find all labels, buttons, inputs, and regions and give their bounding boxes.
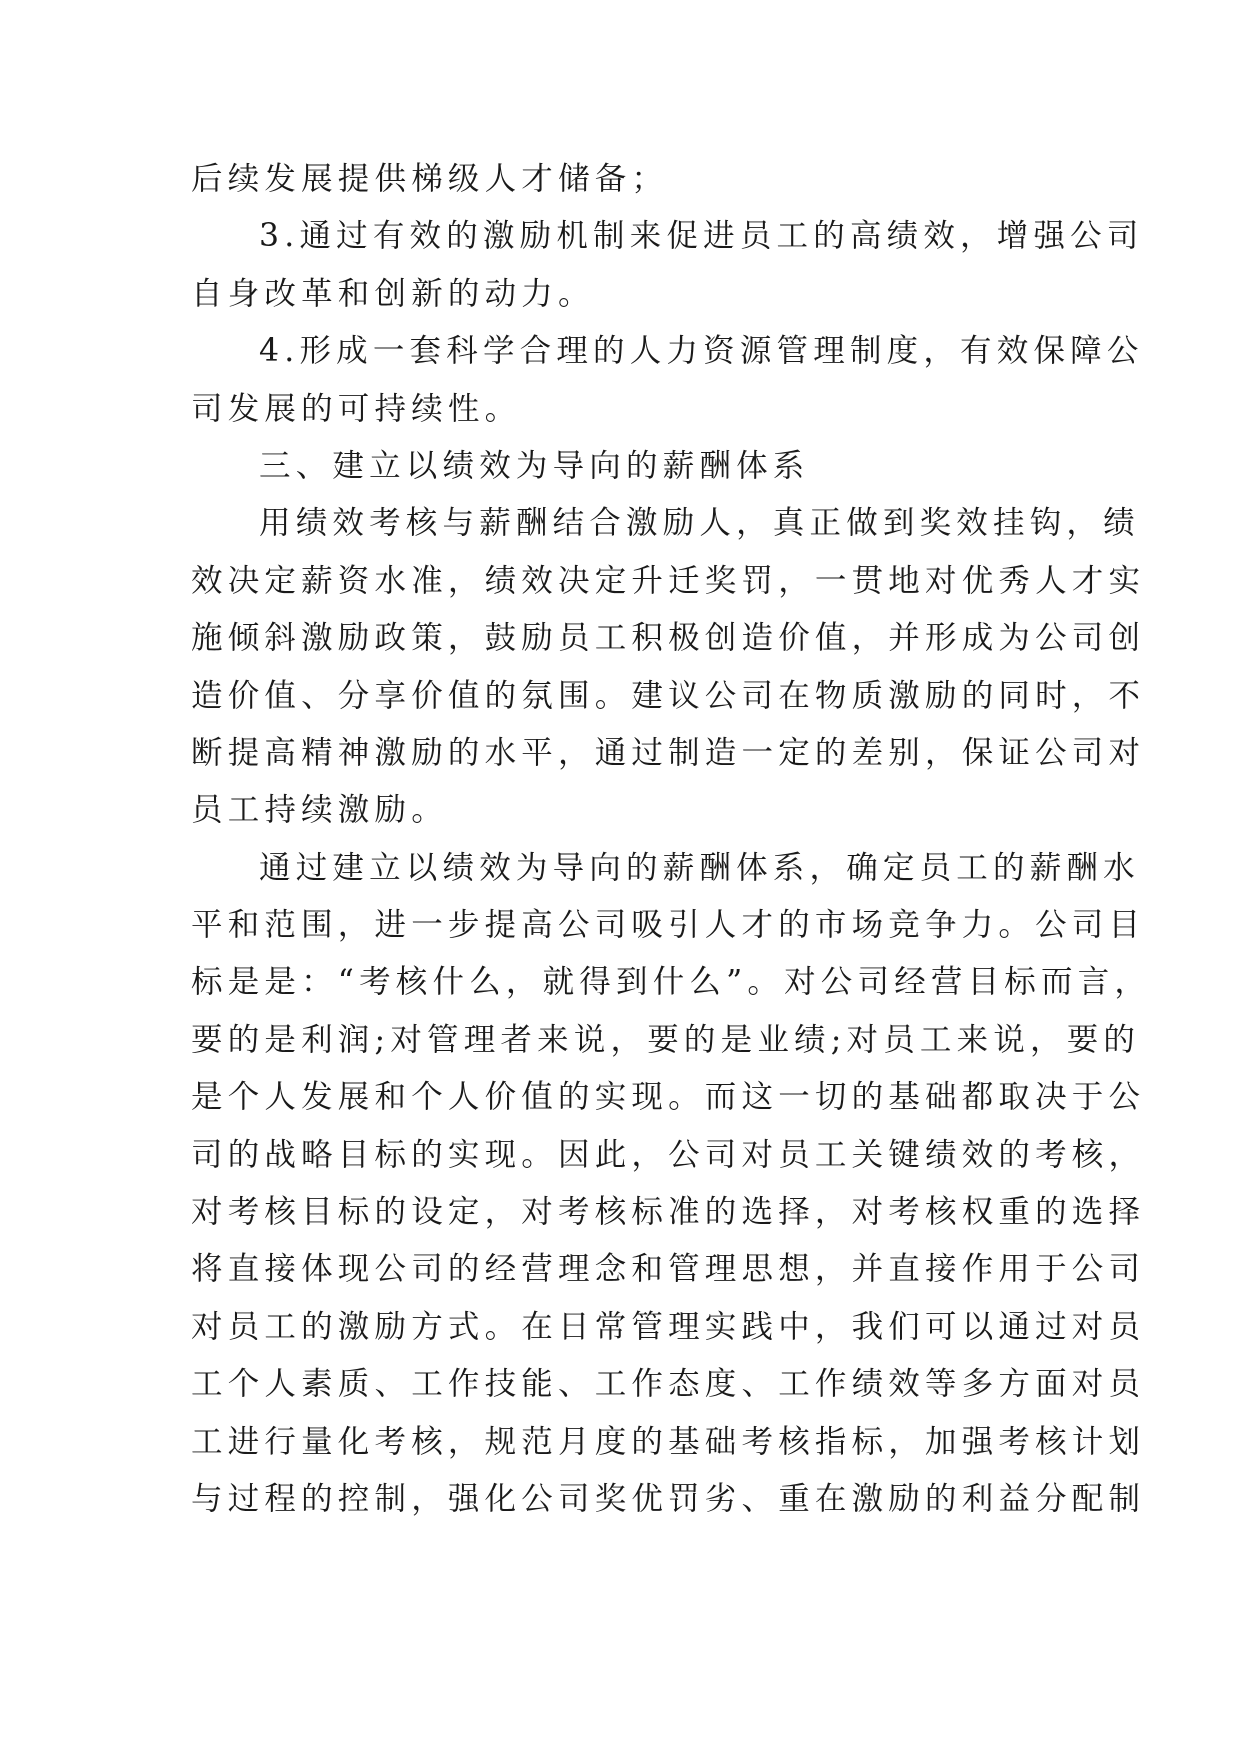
text-line: 是个人发展和个人价值的实现。而这一切的基础都取决于公 <box>191 1079 1146 1116</box>
text-line: 对员工的激励方式。在日常管理实践中，我们可以通过对员 <box>191 1308 1146 1345</box>
text-line: 标是是：“考核什么，就得到什么”。对公司经营目标而言， <box>191 964 1152 1001</box>
text-line: 工进行量化考核，规范月度的基础考核指标，加强考核计划 <box>191 1423 1146 1460</box>
text-line: 造价值、分享价值的氛围。建议公司在物质激励的同时，不 <box>191 677 1146 714</box>
text-line: 4.形成一套科学合理的人力资源管理制度，有效保障公 <box>259 333 1144 370</box>
text-line: 对考核目标的设定，对考核标准的选择，对考核权重的选择 <box>191 1194 1146 1231</box>
text-line: 要的是利润;对管理者来说，要的是业绩;对员工来说，要的 <box>191 1021 1141 1058</box>
text-line: 施倾斜激励政策，鼓励员工积极创造价值，并形成为公司创 <box>191 620 1146 657</box>
text-line: 将直接体现公司的经营理念和管理思想，并直接作用于公司 <box>191 1251 1146 1288</box>
document-body <box>191 151 1152 1528</box>
text-line: 与过程的控制，强化公司奖优罚劣、重在激励的利益分配制 <box>191 1480 1146 1517</box>
text-line: 效决定薪资水准，绩效决定升迁奖罚，一贯地对优秀人才实 <box>191 562 1146 599</box>
text-line: 工个人素质、工作技能、工作态度、工作绩效等多方面对员 <box>191 1366 1146 1403</box>
text-line: 用绩效考核与薪酬结合激励人，真正做到奖效挂钩，绩 <box>259 505 1140 542</box>
text-line: 后续发展提供梯级人才储备； <box>191 161 669 197</box>
text-line: 自身改革和创新的动力。 <box>191 275 595 312</box>
text-line: 3.通过有效的激励机制来促进员工的高绩效，增强公司 <box>259 218 1144 255</box>
text-line: 员工持续激励。 <box>191 792 448 829</box>
text-line: 司发展的可持续性。 <box>191 390 522 427</box>
text-line: 平和范围，进一步提高公司吸引人才的市场竞争力。公司目 <box>191 907 1146 944</box>
text-line: 断提高精神激励的水平，通过制造一定的差别，保证公司对 <box>191 734 1146 771</box>
text-line: 三、建立以绩效为导向的薪酬体系 <box>259 447 810 484</box>
text-line: 通过建立以绩效为导向的薪酬体系，确定员工的薪酬水 <box>259 849 1140 886</box>
text-line: 司的战略目标的实现。因此，公司对员工关键绩效的考核， <box>191 1136 1146 1173</box>
